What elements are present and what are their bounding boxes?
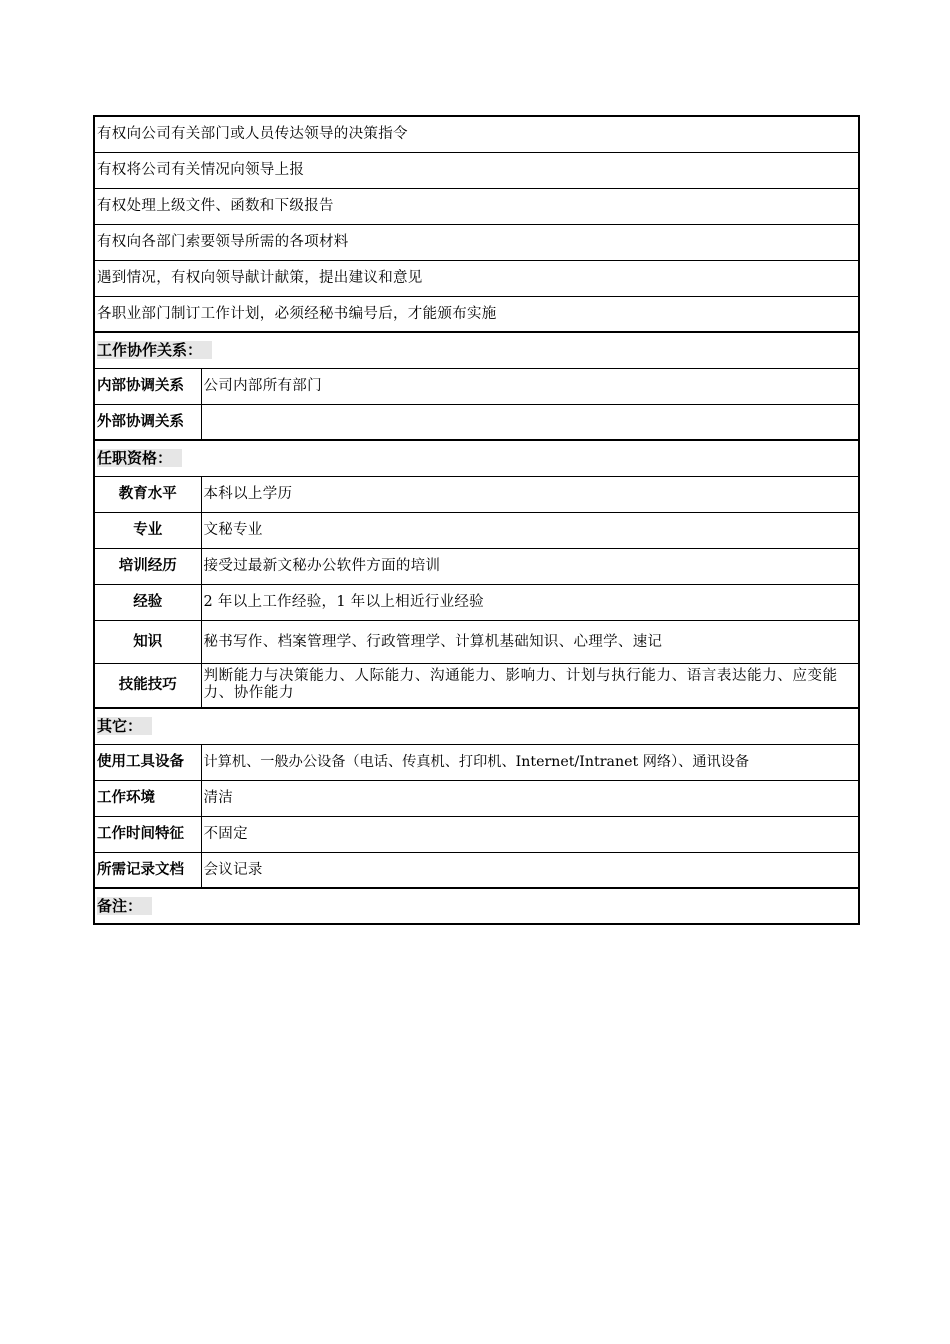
- authority-item: 各职业部门制订工作计划，必须经秘书编号后，才能颁布实施: [94, 296, 859, 332]
- skills-label: 技能技巧: [94, 663, 201, 708]
- environment-row: [94, 780, 859, 816]
- job-description-table: [93, 115, 860, 925]
- tools-value: 计算机、一般办公设备（电话、传真机、打印机、Internet/Intranet 网络）、通讯设备: [201, 744, 859, 780]
- external-coordination-row: [94, 404, 859, 440]
- knowledge-row: [94, 620, 859, 663]
- work-time-value: 不固定: [201, 816, 859, 852]
- records-value: 会议记录: [201, 852, 859, 888]
- knowledge-value: 秘书写作、档案管理学、行政管理学、计算机基础知识、心理学、速记: [201, 620, 859, 663]
- experience-value: 2 年以上工作经验，1 年以上相近行业经验: [201, 584, 859, 620]
- education-row: [94, 476, 859, 512]
- records-row: [94, 852, 859, 888]
- major-row: [94, 512, 859, 548]
- notes-section-header: [94, 888, 859, 924]
- other-section-title: 其它：: [97, 717, 152, 735]
- tools-row: [94, 744, 859, 780]
- authority-row: [94, 260, 859, 296]
- authority-item: 有权向各部门索要领导所需的各项材料: [94, 224, 859, 260]
- other-section-header: [94, 708, 859, 744]
- cooperation-section-title: 工作协作关系：: [97, 341, 212, 359]
- skills-value: 判断能力与决策能力、人际能力、沟通能力、影响力、计划与执行能力、语言表达能力、应变能力、协作能力: [201, 663, 859, 708]
- training-row: [94, 548, 859, 584]
- skills-row: [94, 663, 859, 708]
- training-value: 接受过最新文秘办公软件方面的培训: [201, 548, 859, 584]
- tools-label: 使用工具设备: [94, 744, 201, 780]
- authority-item: 有权将公司有关情况向领导上报: [94, 152, 859, 188]
- education-label: 教育水平: [94, 476, 201, 512]
- external-coordination-label: 外部协调关系: [94, 404, 201, 440]
- qualifications-section-header: [94, 440, 859, 476]
- authority-row: [94, 116, 859, 152]
- experience-row: [94, 584, 859, 620]
- records-label: 所需记录文档: [94, 852, 201, 888]
- internal-coordination-label: 内部协调关系: [94, 368, 201, 404]
- education-value: 本科以上学历: [201, 476, 859, 512]
- notes-section-title: 备注：: [97, 897, 152, 915]
- major-value: 文秘专业: [201, 512, 859, 548]
- internal-coordination-value: 公司内部所有部门: [201, 368, 859, 404]
- authority-item: 有权处理上级文件、函数和下级报告: [94, 188, 859, 224]
- major-label: 专业: [94, 512, 201, 548]
- authority-item: 遇到情况，有权向领导献计献策，提出建议和意见: [94, 260, 859, 296]
- authority-row: [94, 152, 859, 188]
- authority-row: [94, 188, 859, 224]
- internal-coordination-row: [94, 368, 859, 404]
- external-coordination-value: [201, 404, 859, 440]
- environment-label: 工作环境: [94, 780, 201, 816]
- work-time-label: 工作时间特征: [94, 816, 201, 852]
- work-time-row: [94, 816, 859, 852]
- authority-row: [94, 296, 859, 332]
- knowledge-label: 知识: [94, 620, 201, 663]
- cooperation-section-header: [94, 332, 859, 368]
- authority-row: [94, 224, 859, 260]
- authority-item: 有权向公司有关部门或人员传达领导的决策指令: [94, 116, 859, 152]
- training-label: 培训经历: [94, 548, 201, 584]
- experience-label: 经验: [94, 584, 201, 620]
- environment-value: 清洁: [201, 780, 859, 816]
- qualifications-section-title: 任职资格：: [97, 449, 182, 467]
